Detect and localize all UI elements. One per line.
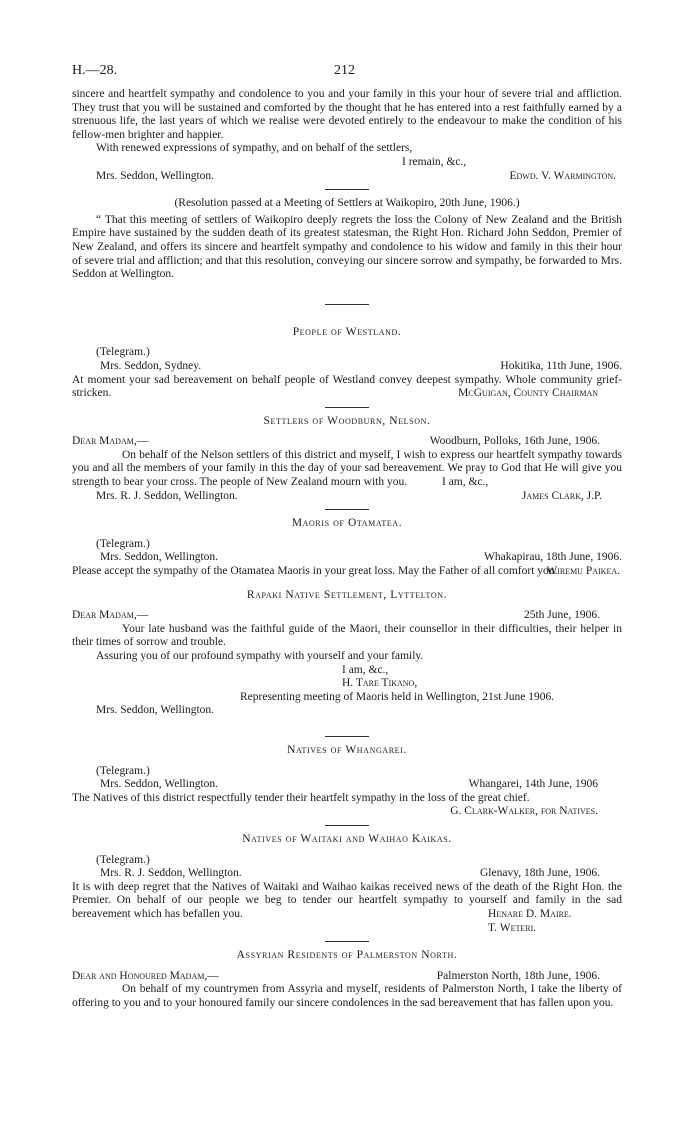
waikopiro-title: (Resolution passed at a Meeting of Settlers at Waikopiro, 20th June, 1906.) [174, 197, 520, 210]
westland-place-date: Hokitika, 11th June, 1906. [500, 359, 622, 372]
rapaki-representing: Representing meeting of Maoris held in Wellington, 21st June 1906. [240, 690, 555, 703]
warmington-signature: Edwd. V. Warmington. [509, 169, 616, 182]
waitaki-signature-2: T. Weteri. [488, 921, 537, 934]
westland-addressee: Mrs. Seddon, Sydney. [100, 359, 202, 372]
rapaki-assuring: Assuring you of our profound sympathy with yourself and your family. [96, 650, 424, 662]
waitaki-telegram-label: (Telegram.) [96, 853, 150, 866]
westland-body: At moment your sad bereavement on behalf people of Westland convey deepest sympathy. Whole community grief-stricken. [72, 373, 622, 400]
section-divider [325, 189, 369, 190]
section-divider [325, 825, 369, 826]
rapaki-closing: I am, &c., [342, 663, 389, 676]
otamatea-telegram [72, 517, 622, 578]
otamatea-telegram-label: (Telegram.) [96, 537, 150, 550]
whangarei-signature: G. Clark-Walker, for Natives. [450, 805, 598, 818]
page-header [72, 64, 622, 88]
assyrian-place-date: Palmerston North, 18th June, 1906. [436, 969, 600, 982]
waitaki-body: It is with deep regret that the Natives of Waitaki and Waihao kaikas received news of the death of the Right Hon. the Premier. On behalf of our people we beg to tender our heartfelt sympathy to yourself and family in the sad bereavement which has befallen you. [72, 880, 622, 920]
whangarei-heading: Natives of Whangarei. [287, 743, 407, 756]
otamatea-place-date: Whakapirau, 18th June, 1906. [484, 551, 622, 564]
section-divider [325, 304, 369, 305]
warmington-body: sincere and heartfelt sympathy and condolence to you and your family in this your hour of severe trial and affliction. They trust that you will be sustained and comforted by the thought that he has entered into a rest faithfully earned by a strenuous life, the last years of which we realise were devoted entirely to the endeavour to make the condition of his fellow-men brighter and happier. [72, 88, 622, 141]
waitaki-telegram [72, 833, 622, 935]
warmington-addressee: Mrs. Seddon, Wellington. [96, 169, 215, 182]
section-divider [325, 509, 369, 510]
whangarei-telegram [72, 744, 622, 819]
woodburn-signature: James Clark, J.P. [521, 489, 602, 502]
assyrian-salutation: Dear and Honoured Madam,— [72, 969, 219, 982]
woodburn-salutation: Dear Madam,— [72, 435, 149, 448]
section-divider [325, 941, 369, 942]
rapaki-salutation: Dear Madam,— [72, 609, 149, 622]
rapaki-body: Your late husband was the faithful guide of the Maori, their counsellor in their difficulties, their helper in their times of sorrow and trouble. [72, 622, 622, 649]
waitaki-place-date: Glenavy, 18th June, 1906. [480, 867, 600, 880]
whangarei-addressee: Mrs. Seddon, Wellington. [100, 778, 219, 791]
otamatea-body: Please accept the sympathy of the Otamatea Maoris in your great loss. May the Father of all comfort you. [72, 565, 558, 578]
document-page [72, 64, 622, 1010]
otamatea-heading: Maoris of Otamatea. [291, 517, 403, 530]
westland-telegram-label: (Telegram.) [96, 346, 150, 359]
report-reference: H.—28. [72, 63, 118, 78]
waitaki-signature-1: Henare D. Maire. [488, 907, 572, 920]
woodburn-heading: Settlers of Woodburn, Nelson. [263, 414, 431, 427]
otamatea-addressee: Mrs. Seddon, Wellington. [100, 551, 219, 564]
assyrian-letter [72, 949, 622, 1010]
section-divider [325, 736, 369, 737]
waitaki-addressee: Mrs. R. J. Seddon, Wellington. [100, 867, 242, 880]
rapaki-addressee: Mrs. Seddon, Wellington. [96, 704, 215, 717]
woodburn-body: On behalf of the Nelson settlers of this district and myself, I wish to express our heartfelt sympathy towards you and all the members of your family in this the day of your sad bereavement. We pray to God that He will give you strength to bear your cross. The people of New Zealand mourn with you. [72, 448, 622, 489]
waitaki-heading: Natives of Waitaki and Waihao Kaikas. [242, 832, 452, 845]
whangarei-telegram-label: (Telegram.) [96, 764, 150, 777]
warmington-letter [72, 88, 622, 183]
woodburn-closing: I am, &c., [442, 476, 489, 489]
woodburn-place-date: Woodburn, Polloks, 16th June, 1906. [429, 435, 600, 448]
rapaki-letter [72, 589, 622, 718]
assyrian-body: On behalf of my countrymen from Assyria and myself, residents of Palmerston North, I take the liberty of offering to you and to your honoured family our sincere condolences in the sad bereavement that has fallen upon you. [72, 983, 622, 1009]
woodburn-addressee: Mrs. R. J. Seddon, Wellington. [96, 489, 238, 502]
warmington-remain: I remain, &c., [402, 155, 467, 168]
assyrian-heading: Assyrian Residents of Palmerston North. [236, 949, 458, 962]
westland-signature: McGuigan, County Chairman [458, 387, 598, 400]
waikopiro-body: “ That this meeting of settlers of Waikopiro deeply regrets the loss the Colony of New Zealand and the British Empire have sustained by the sudden death of its greatest statesman, the Right Hon. Richard John Seddon, Premier of New Zealand, and offers its sincere and heartfelt sympathy and condolence to his widow and family in this their hour of severe trial and affliction; and that this resolution, conveying our sincere sorrow and sympathy, be forwarded to Mrs. Seddon at Wellington. [72, 213, 622, 281]
otamatea-signature: Wiremu Paikea. [546, 565, 620, 578]
rapaki-signature: H. Tare Tikano, [342, 677, 418, 690]
whangarei-place-date: Whangarei, 14th June, 1906 [468, 778, 598, 791]
westland-heading: People of Westland. [292, 325, 402, 338]
westland-telegram [72, 326, 622, 401]
section-divider [325, 407, 369, 408]
rapaki-heading: Rapaki Native Settlement, Lyttelton. [246, 588, 448, 601]
waikopiro-resolution [72, 197, 622, 282]
woodburn-letter [72, 415, 622, 504]
warmington-renewed: With renewed expressions of sympathy, and on behalf of the settlers, [96, 142, 413, 155]
rapaki-date: 25th June, 1906. [523, 609, 600, 622]
page-number: 212 [334, 63, 355, 78]
whangarei-body: The Natives of this district respectfully tender their heartfelt sympathy in the loss of the great chief. [72, 791, 530, 804]
